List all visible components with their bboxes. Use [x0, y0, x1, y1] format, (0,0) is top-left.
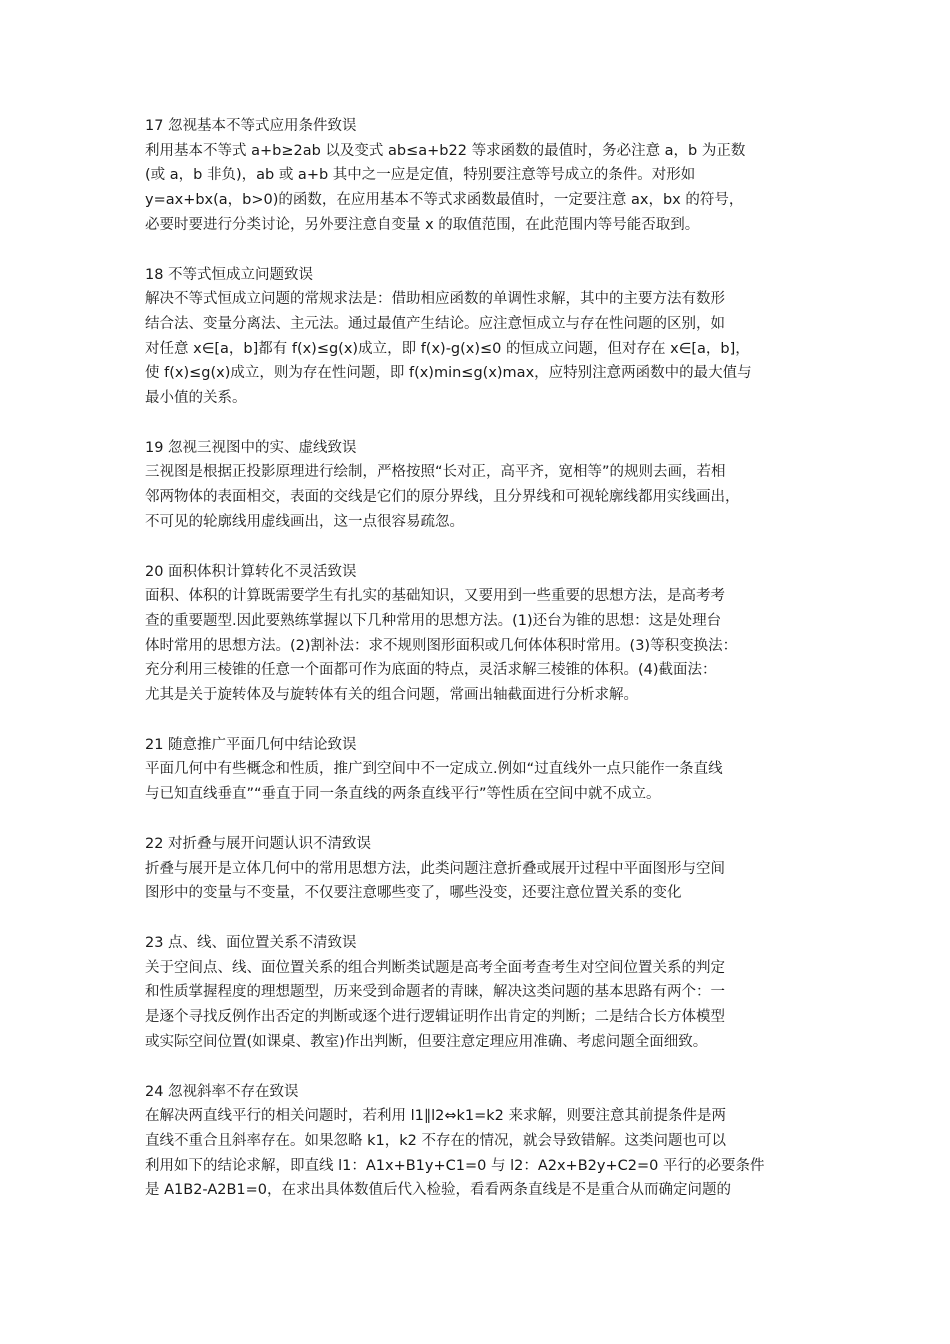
section: [145, 114, 810, 238]
section-paragraph: [145, 139, 810, 238]
paragraph-line: 利用基本不等式 a+b≥2ab 以及变式 ab≤a+b22 等求函数的最值时，务必注意 a，b 为正数: [145, 142, 746, 159]
paragraph-line: 尤其是关于旋转体及与旋转体有关的组合问题，常画出轴截面进行分析求解。: [145, 687, 638, 704]
paragraph-line: 平面几何中有些概念和性质，推广到空间中不一定成立.例如“过直线外一点只能作一条直线: [145, 761, 723, 778]
section: [145, 560, 810, 708]
section: [145, 1080, 810, 1204]
section: [145, 832, 810, 906]
paragraph-line: 结合法、变量分离法、主元法。通过最值产生结论。应注意恒成立与存在性问题的区别，如: [145, 315, 725, 332]
paragraph-line: y=ax+bx(a，b>0)的函数，在应用基本不等式求函数最值时，一定要注意 ax，bx 的符号，: [145, 192, 744, 209]
paragraph-line: 查的重要题型.因此要熟练掌握以下几种常用的思想方法。(1)还台为锥的思想：这是处理台: [145, 612, 722, 629]
section-heading: 19 忽视三视图中的实、虚线致误: [145, 439, 357, 456]
paragraph-line: 和性质掌握程度的理想题型，历来受到命题者的青睐，解决这类问题的基本思路有两个：一: [145, 984, 725, 1001]
section-heading: 18 不等式恒成立问题致误: [145, 266, 314, 283]
paragraph-line: 充分利用三棱锥的任意一个面都可作为底面的特点，灵活求解三棱锥的体积。(4)截面法：: [145, 662, 717, 679]
paragraph-line: 或实际空间位置(如课桌、教室)作出判断，但要注意定理应用准确、考虑问题全面细致。: [145, 1033, 708, 1050]
section-paragraph: [145, 287, 810, 411]
paragraph-line: 不可见的轮廓线用虚线画出，这一点很容易疏忽。: [145, 513, 464, 530]
paragraph-line: 在解决两直线平行的相关问题时，若利用 l1∥l2⇔k1=k2 来求解，则要注意其前提条件是两: [145, 1108, 727, 1125]
paragraph-line: 关于空间点、线、面位置关系的组合判断类试题是高考全面考查考生对空间位置关系的判定: [145, 959, 725, 976]
section-paragraph: [145, 857, 810, 906]
paragraph-line: 三视图是根据正投影原理进行绘制，严格按照“长对正，高平齐，宽相等”的规则去画，若相: [145, 464, 726, 481]
section-heading: 21 随意推广平面几何中结论致误: [145, 736, 357, 753]
paragraph-line: 与已知直线垂直”“垂直于同一条直线的两条直线平行”等性质在空间中就不成立。: [145, 786, 661, 803]
section-paragraph: [145, 757, 810, 806]
paragraph-line: 必要时要进行分类讨论，另外要注意自变量 x 的取值范围，在此范围内等号能否取到。: [145, 216, 700, 233]
section-paragraph: [145, 584, 810, 708]
paragraph-line: 解决不等式恒成立问题的常规求法是：借助相应函数的单调性求解，其中的主要方法有数形: [145, 291, 725, 308]
paragraph-line: 对任意 x∈[a，b]都有 f(x)≤g(x)成立，即 f(x)-g(x)≤0 的恒成立问题，但对存在 x∈[a，b]，: [145, 340, 750, 357]
section-heading: 24 忽视斜率不存在致误: [145, 1083, 299, 1100]
paragraph-line: 图形中的变量与不变量，不仅要注意哪些变了，哪些没变，还要注意位置关系的变化: [145, 885, 682, 902]
section-heading: 20 面积体积计算转化不灵活致误: [145, 563, 357, 580]
document-page: [145, 114, 810, 1228]
section: [145, 931, 810, 1055]
section: [145, 436, 810, 535]
paragraph-line: 是 A1B2-A2B1=0，在求出具体数值后代入检验，看看两条直线是不是重合从而确定问题的: [145, 1182, 732, 1199]
section-paragraph: [145, 460, 810, 534]
section-paragraph: [145, 956, 810, 1055]
paragraph-line: 最小值的关系。: [145, 390, 247, 407]
paragraph-line: 面积、体积的计算既需要学生有扎实的基础知识，又要用到一些重要的思想方法，是高考考: [145, 588, 725, 605]
section: [145, 733, 810, 807]
paragraph-line: 使 f(x)≤g(x)成立，则为存在性问题，即 f(x)min≤g(x)max，应特别注意两函数中的最大值与: [145, 365, 752, 382]
paragraph-line: (或 a，b 非负)，ab 或 a+b 其中之一应是定值，特别要注意等号成立的条件。对形如: [145, 167, 696, 184]
paragraph-line: 利用如下的结论求解，即直线 l1：A1x+B1y+C1=0 与 l2：A2x+B2y+C2=0 平行的必要条件: [145, 1157, 765, 1174]
section-heading: 22 对折叠与展开问题认识不清致误: [145, 835, 372, 852]
paragraph-line: 体时常用的思想方法。(2)割补法：求不规则图形面积或几何体体积时常用。(3)等积变换法：: [145, 637, 738, 654]
paragraph-line: 折叠与展开是立体几何中的常用思想方法，此类问题注意折叠或展开过程中平面图形与空间: [145, 860, 725, 877]
section-heading: 23 点、线、面位置关系不清致误: [145, 934, 357, 951]
paragraph-line: 是逐个寻找反例作出否定的判断或逐个进行逻辑证明作出肯定的判断；二是结合长方体模型: [145, 1009, 725, 1026]
paragraph-line: 直线不重合且斜率存在。如果忽略 k1，k2 不存在的情况，就会导致错解。这类问题也可以: [145, 1132, 726, 1149]
section-paragraph: [145, 1104, 810, 1203]
paragraph-line: 邻两物体的表面相交，表面的交线是它们的原分界线，且分界线和可视轮廓线都用实线画出，: [145, 489, 740, 506]
section-heading: 17 忽视基本不等式应用条件致误: [145, 118, 357, 134]
section: [145, 263, 810, 411]
